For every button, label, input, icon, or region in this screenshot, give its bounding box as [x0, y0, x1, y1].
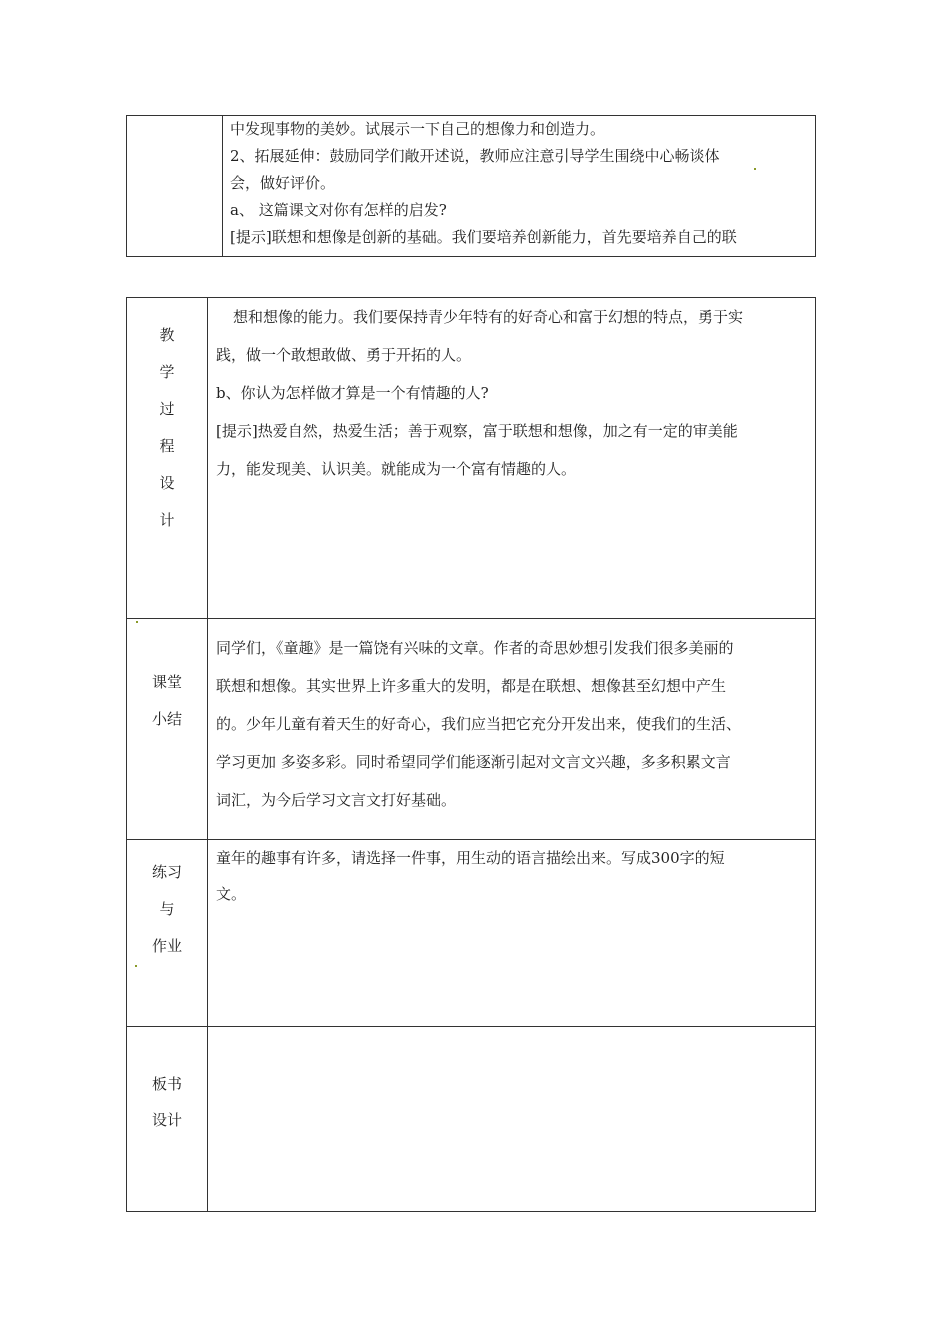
label-char: 设 — [159, 474, 175, 492]
row-divider — [127, 1026, 815, 1027]
label-char: 教 — [159, 326, 175, 344]
label-text: 设计 — [151, 1111, 182, 1129]
class-summary-content — [216, 629, 811, 819]
label-char: 过 — [159, 400, 175, 418]
continuation-text — [230, 116, 810, 251]
label-char: 程 — [159, 437, 175, 455]
text-line: 2、拓展延伸：鼓励同学们敞开述说，教师应注意引导学生围绕中心畅谈体 — [230, 147, 720, 165]
text-line: 童年的趣事有许多，请选择一件事，用生动的语言描绘出来。写成300字的短 — [216, 849, 725, 867]
label-text: 小结 — [151, 710, 182, 728]
text-line: 文。 — [216, 885, 247, 903]
text-line: [提示]热爱自然，热爱生活；善于观察，富于联想和想像，加之有一定的审美能 — [216, 422, 738, 440]
text-line: a、 这篇课文对你有怎样的启发? — [230, 201, 447, 219]
row-label-class-summary — [127, 664, 207, 738]
label-text: 与 — [159, 900, 175, 918]
speck-mark — [136, 621, 138, 623]
table-continuation — [126, 115, 816, 257]
label-char: 学 — [159, 363, 175, 381]
column-divider — [222, 116, 223, 256]
row-label-practice-homework — [127, 854, 207, 965]
column-divider — [207, 298, 208, 1211]
text-line: 词汇，为今后学习文言文打好基础。 — [216, 791, 457, 809]
text-line: [提示]联想和想像是创新的基础。我们要培养创新能力，首先要培养自己的联 — [230, 228, 737, 246]
label-text: 作业 — [151, 937, 182, 955]
row-label-teaching-process — [127, 317, 207, 539]
row-divider — [127, 618, 815, 619]
lesson-plan-table — [126, 297, 816, 1212]
text-line: b、你认为怎样做才算是一个有情趣的人? — [216, 384, 489, 402]
text-line: 中发现事物的美妙。试展示一下自己的想像力和创造力。 — [230, 120, 606, 138]
text-line: 同学们，《童趣》是一篇饶有兴味的文章。作者的奇思妙想引发我们很多美丽的 — [216, 639, 734, 657]
label-text: 课堂 — [151, 673, 182, 691]
teaching-process-content — [216, 298, 811, 488]
label-text: 练习 — [151, 863, 182, 881]
label-char: 计 — [159, 511, 175, 529]
speck-mark — [135, 965, 137, 967]
speck-mark — [754, 168, 756, 170]
row-label-board-design — [127, 1066, 207, 1138]
practice-homework-content — [216, 840, 811, 912]
text-line: 力，能发现美、认识美。就能成为一个富有情趣的人。 — [216, 460, 577, 478]
label-text: 板书 — [151, 1075, 182, 1093]
text-line: 践，做一个敢想敢做、勇于开拓的人。 — [216, 346, 472, 364]
text-line: 联想和想像。其实世界上许多重大的发明，都是在联想、想像甚至幻想中产生 — [216, 677, 727, 695]
text-line: 会，做好评价。 — [230, 174, 336, 192]
text-line: 的。少年儿童有着天生的好奇心，我们应当把它充分开发出来，使我们的生活、 — [216, 715, 742, 733]
text-line: 学习更加 多姿多彩。同时希望同学们能逐渐引起对文言文兴趣，多多积累文言 — [216, 753, 731, 771]
text-line: 想和想像的能力。我们要保持青少年特有的好奇心和富于幻想的特点，勇于实 — [233, 308, 744, 326]
